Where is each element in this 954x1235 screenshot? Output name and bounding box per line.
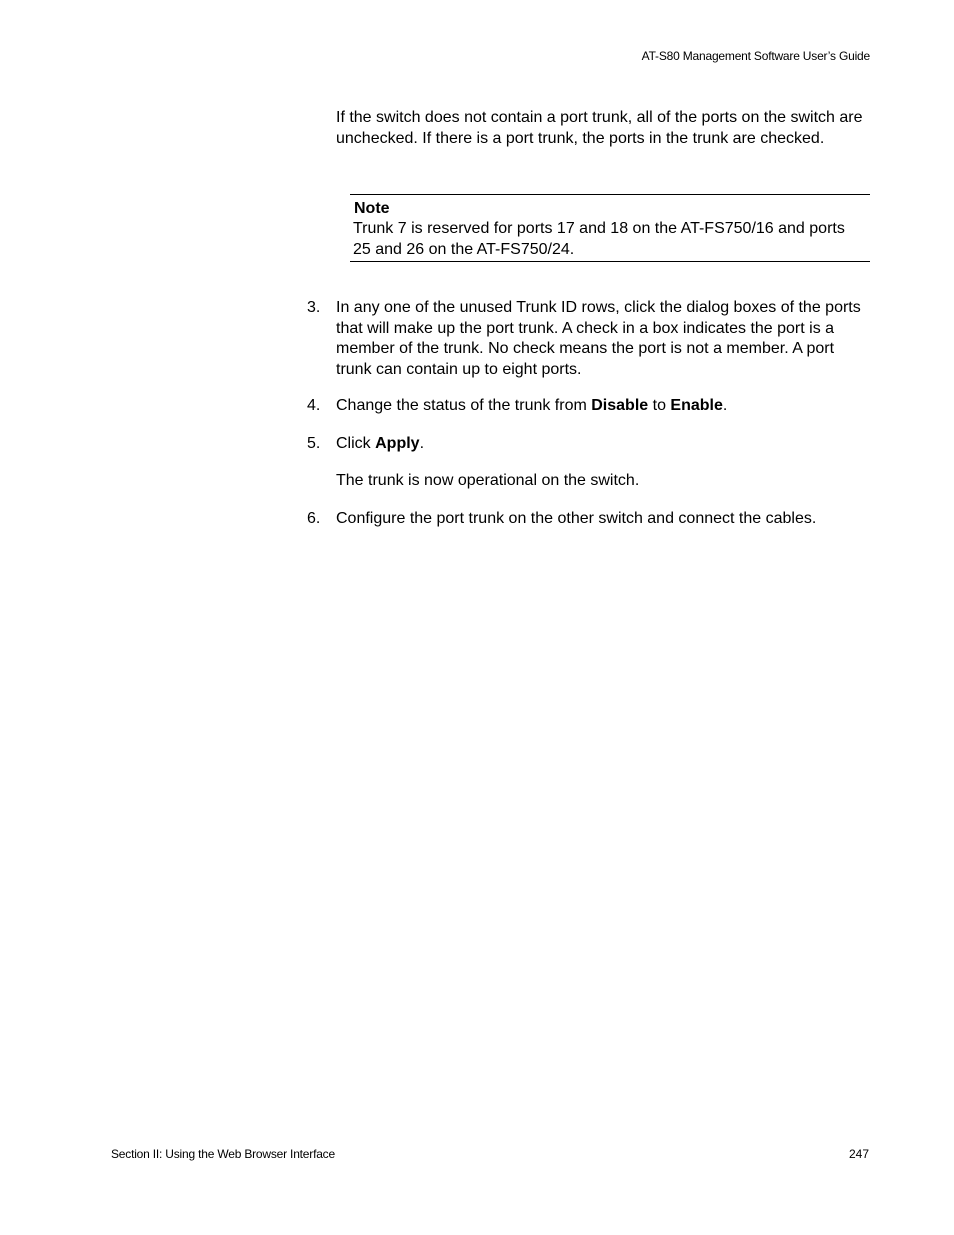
step-text-prefix: Change the status of the trunk from: [336, 397, 592, 414]
intro-paragraph: If the switch does not contain a port trunk, all of the ports on the switch are unchecked. If there is a port trunk, the ports in the trunk are checked.: [336, 109, 863, 147]
step-number: 3.: [307, 299, 321, 316]
step-text: [336, 434, 871, 455]
note-body: Trunk 7 is reserved for ports 17 and 18 on the AT-FS750/16 and ports 25 and 26 on the AT-FS750/24.: [353, 220, 845, 258]
running-header: AT-S80 Management Software User’s Guide: [641, 49, 870, 63]
step-text: In any one of the unused Trunk ID rows, click the dialog boxes of the ports that will make up the port trunk. A check in a box indicates the port is a member of the trunk. No check means the port is not a member. A port trunk can contain up to eight ports.: [336, 299, 861, 378]
note-box: [350, 194, 870, 262]
step-text: Configure the port trunk on the other switch and connect the cables.: [336, 510, 817, 527]
step-number: 6.: [307, 510, 321, 527]
step-text: [336, 396, 871, 417]
step-text-suffix: .: [722, 397, 728, 414]
footer-section: Section II: Using the Web Browser Interface: [111, 1147, 335, 1161]
disable-term: Disable: [591, 397, 649, 414]
apply-term: Apply: [375, 435, 420, 452]
step-text-prefix: Click: [336, 435, 376, 452]
note-title: Note: [354, 200, 390, 217]
step-number: 4.: [307, 397, 321, 414]
step-text-suffix: .: [419, 435, 425, 452]
enable-term: Enable: [670, 397, 723, 414]
step-text-middle: to: [648, 397, 671, 414]
step-number: 5.: [307, 435, 321, 452]
result-paragraph: The trunk is now operational on the switch.: [336, 472, 640, 489]
page-number: 247: [848, 1147, 869, 1161]
